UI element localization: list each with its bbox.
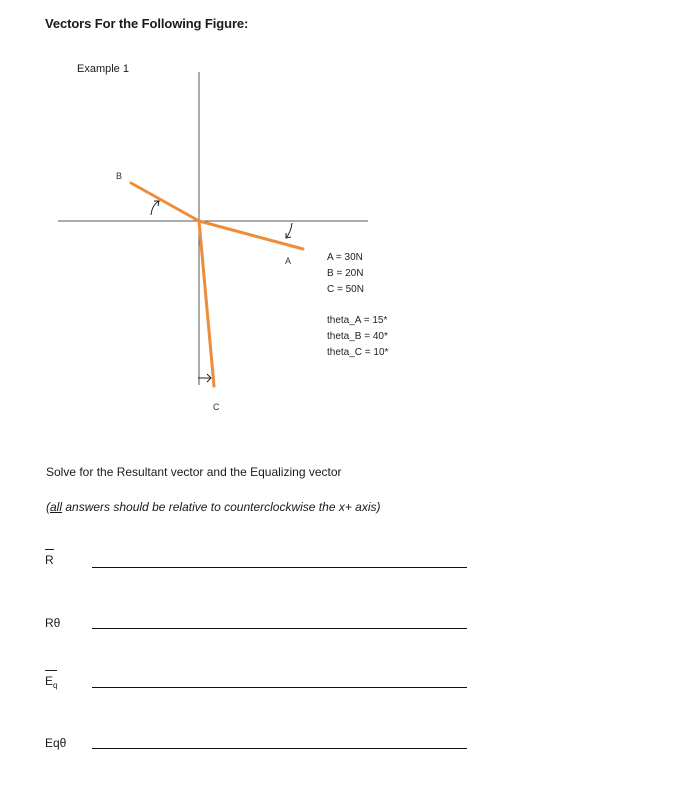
eq-base: E: [45, 674, 54, 688]
note-rest: answers should be relative to counterclockwise the x+ axis): [62, 500, 381, 514]
label-c: C: [213, 402, 220, 412]
answer-eq-label: [45, 674, 57, 690]
magnitude-b: B = 20N: [327, 268, 364, 279]
label-a: A: [285, 256, 292, 266]
r-symbol: R: [45, 553, 54, 567]
vector-a: [199, 221, 303, 249]
angle-a-arrow-icon: [286, 223, 292, 238]
magnitude-c: C = 50N: [327, 284, 364, 295]
note-prefix: (: [46, 500, 50, 514]
magnitude-a: A = 30N: [327, 252, 363, 263]
vector-b: [131, 183, 199, 221]
angle-c-arrow-icon: [198, 374, 211, 382]
answer-r-theta-label: Rθ: [45, 616, 61, 630]
answer-r-label: [45, 553, 54, 567]
eq-symbol: [45, 674, 57, 690]
example-label: Example 1: [77, 63, 129, 75]
eq-subscript: q: [53, 681, 58, 690]
note-underlined: all: [50, 500, 63, 514]
answer-eq-theta-line[interactable]: [92, 748, 467, 749]
label-b: B: [116, 171, 123, 181]
answer-r-line[interactable]: [92, 567, 467, 568]
relative-note: [46, 500, 381, 514]
answer-eq-line[interactable]: [92, 687, 467, 688]
angle-c: theta_C = 10*: [327, 347, 389, 358]
angle-b: theta_B = 40*: [327, 331, 388, 342]
answer-eq-theta-label: Eqθ: [45, 736, 67, 750]
page-title: Vectors For the Following Figure:: [45, 16, 249, 31]
angle-b-arrow-icon: [151, 201, 159, 215]
answer-r-theta-line[interactable]: [92, 628, 467, 629]
solve-instruction: Solve for the Resultant vector and the Equalizing vector: [46, 465, 342, 479]
angle-a: theta_A = 15*: [327, 315, 388, 326]
vector-c: [199, 221, 214, 386]
